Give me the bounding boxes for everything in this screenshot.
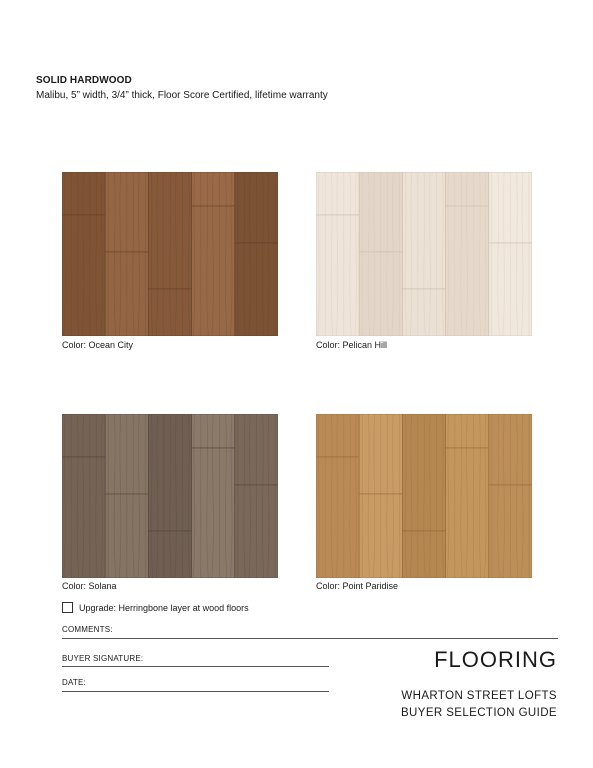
upgrade-label: Upgrade: Herringbone layer at wood floors bbox=[79, 602, 249, 613]
date-label: DATE: bbox=[62, 678, 86, 687]
date-line[interactable] bbox=[62, 691, 329, 692]
signature-line[interactable] bbox=[62, 666, 329, 667]
swatch-image-pelican-hill bbox=[316, 172, 532, 336]
wood-texture bbox=[62, 172, 278, 336]
swatch-image-point-paridise bbox=[316, 414, 532, 578]
upgrade-checkbox[interactable] bbox=[62, 602, 73, 613]
swatch-image-solana bbox=[62, 414, 278, 578]
page-title: FLOORING bbox=[434, 647, 557, 672]
project-name: WHARTON STREET LOFTS bbox=[401, 690, 557, 702]
swatch-image-ocean-city bbox=[62, 172, 278, 336]
upgrade-option bbox=[62, 602, 249, 613]
wood-texture bbox=[316, 414, 532, 578]
swatch-caption-pelican-hill: Color: Pelican Hill bbox=[316, 340, 388, 350]
comments-label: COMMENTS: bbox=[62, 625, 113, 634]
guide-name: BUYER SELECTION GUIDE bbox=[400, 707, 557, 719]
wood-texture bbox=[62, 414, 278, 578]
signature-label: BUYER SIGNATURE: bbox=[62, 654, 144, 663]
wood-texture bbox=[316, 172, 532, 336]
swatch-caption-point-paridise: Color: Point Paridise bbox=[316, 581, 399, 591]
comments-line[interactable] bbox=[62, 638, 558, 639]
section-heading: SOLID HARDWOOD bbox=[36, 75, 132, 86]
swatch-caption-ocean-city: Color: Ocean City bbox=[62, 340, 134, 350]
swatch-caption-solana: Color: Solana bbox=[62, 581, 117, 591]
product-description: Malibu, 5” width, 3/4” thick, Floor Score Certified, lifetime warranty bbox=[36, 90, 328, 101]
